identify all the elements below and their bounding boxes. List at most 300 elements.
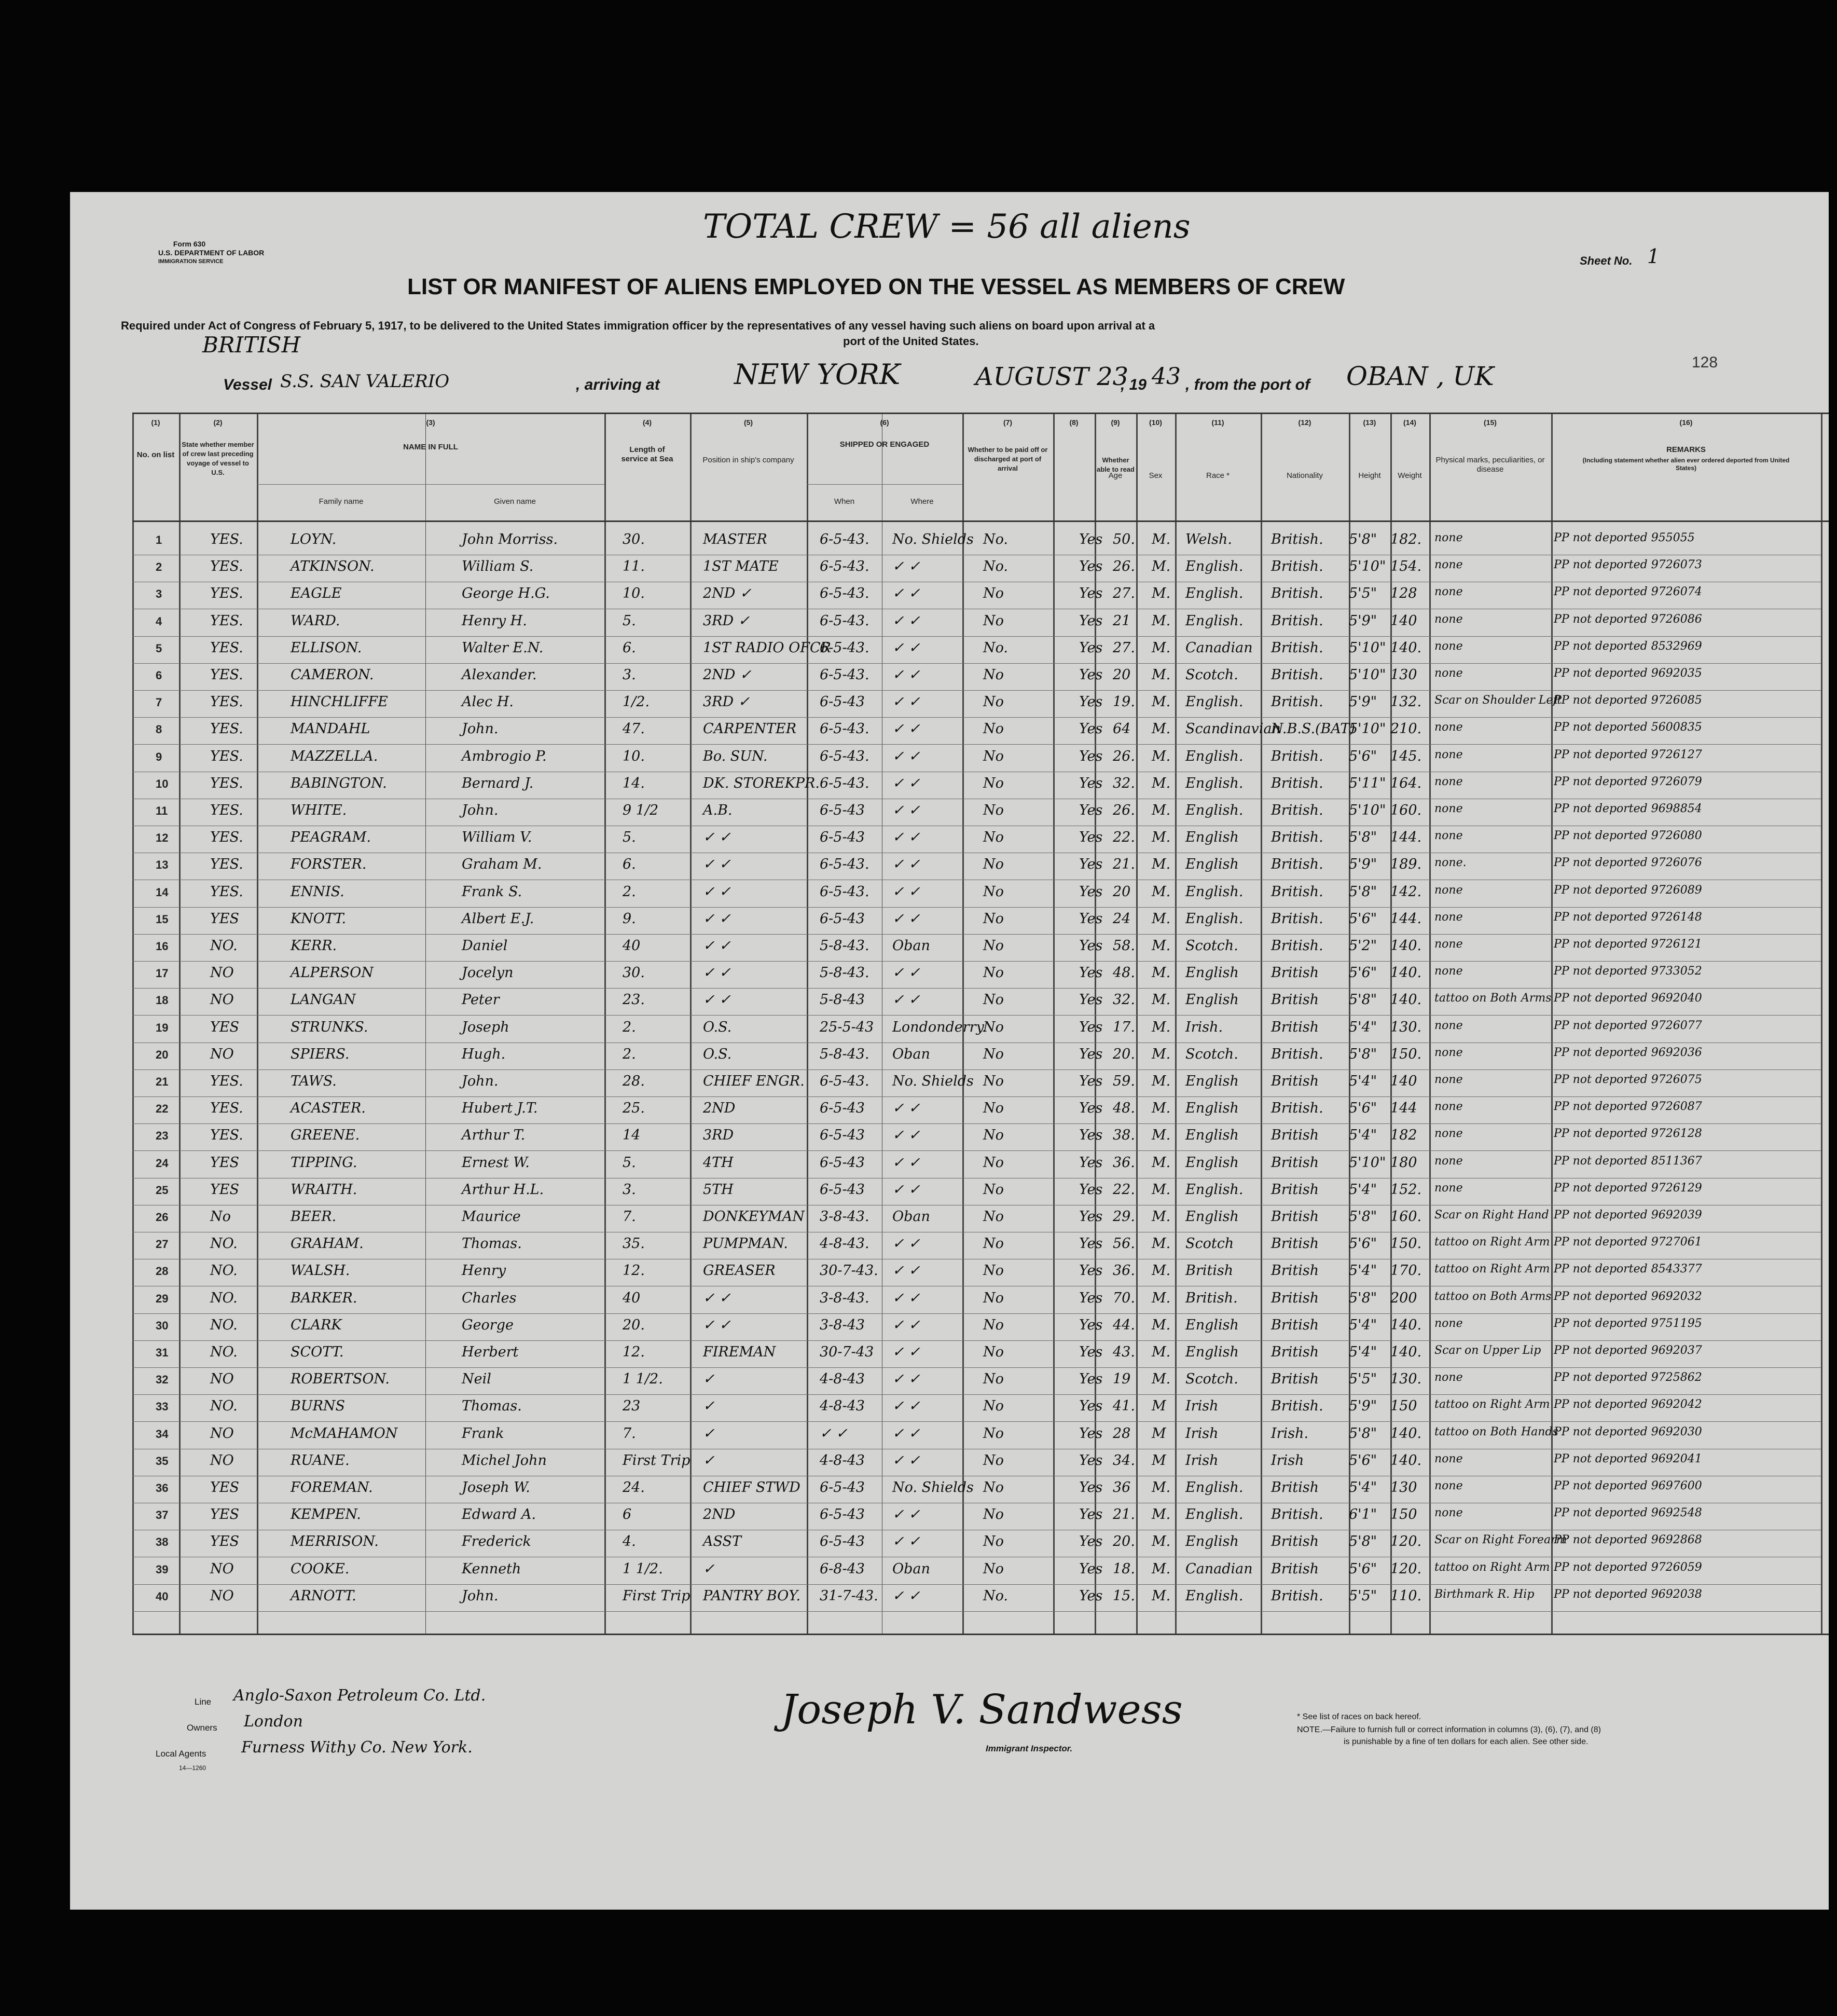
col-num: (10): [1149, 418, 1162, 427]
cell-rem: PP not deported 9726073: [1554, 558, 1702, 572]
cell-where: ✓ ✓: [892, 992, 920, 1008]
cell-family: KERR.: [291, 938, 337, 954]
cell-nat: British: [1271, 1533, 1319, 1550]
cell-read: Yes: [1079, 1344, 1103, 1360]
col-num: (14): [1403, 418, 1416, 427]
cell-prev: YES.: [210, 1073, 243, 1089]
cell-race: English: [1185, 992, 1239, 1008]
cell-age: 20: [1113, 667, 1131, 683]
cell-where: ✓ ✓: [892, 667, 920, 683]
cell-nat: British.: [1271, 531, 1323, 547]
cell-paid: No: [983, 612, 1004, 629]
cell-when: 6-5-43: [820, 694, 865, 710]
cell-family: MAZZELLA.: [291, 748, 378, 764]
cell-age: 32.: [1113, 775, 1135, 791]
row-number: 7: [156, 696, 162, 709]
cell-when: 4-8-43.: [820, 1236, 869, 1252]
cell-phys: none: [1434, 1046, 1463, 1059]
cell-given: Frank S.: [462, 883, 522, 900]
cell-paid: No: [983, 694, 1004, 710]
cell-race: English.: [1185, 1181, 1244, 1198]
cell-read: Yes: [1079, 748, 1103, 764]
hdr-weight: Weight: [1398, 471, 1422, 480]
cell-prev: YES: [210, 1506, 240, 1523]
cell-wt: 144.: [1390, 910, 1422, 927]
cell-read: Yes: [1079, 992, 1103, 1008]
vessel-name: S.S. SAN VALERIO: [280, 371, 450, 392]
cell-race: Welsh.: [1185, 531, 1232, 547]
table-row: [132, 962, 1824, 988]
from-port: OBAN , UK: [1346, 361, 1494, 391]
cell-read: Yes: [1079, 856, 1103, 873]
cell-race: British: [1185, 1263, 1234, 1279]
cell-rem: PP not deported 8511367: [1554, 1154, 1702, 1168]
col-num: (3): [426, 418, 435, 427]
row-number: 33: [156, 1400, 169, 1414]
cell-nat: Irish.: [1271, 1425, 1309, 1442]
cell-paid: No: [983, 1344, 1004, 1360]
cell-sex: M.: [1152, 1371, 1171, 1388]
cell-read: Yes: [1079, 775, 1103, 791]
cell-len: 9.: [623, 910, 636, 927]
cell-nat: British.: [1271, 802, 1323, 818]
cell-len: 30.: [623, 965, 645, 981]
cell-race: Scotch.: [1185, 1371, 1238, 1388]
cell-sex: M.: [1152, 558, 1171, 575]
cell-pos: ✓ ✓: [703, 1316, 731, 1333]
cell-read: Yes: [1079, 721, 1103, 737]
cell-read: Yes: [1079, 639, 1103, 656]
cell-len: 30.: [623, 531, 645, 547]
cell-where: ✓ ✓: [892, 1290, 920, 1306]
cell-rem: PP not deported 9726085: [1554, 694, 1702, 707]
cell-family: TAWS.: [291, 1073, 337, 1089]
cell-ht: 5'10": [1349, 558, 1386, 575]
cell-race: English.: [1185, 910, 1244, 927]
table-row: [132, 772, 1824, 799]
cell-read: Yes: [1079, 1019, 1103, 1035]
cell-len: 5.: [623, 829, 636, 846]
cell-pos: CHIEF ENGR.: [703, 1073, 805, 1089]
cell-age: 48.: [1113, 1100, 1135, 1117]
cell-prev: NO.: [210, 1398, 238, 1415]
cell-age: 20.: [1113, 1533, 1135, 1550]
row-number: 34: [156, 1427, 169, 1441]
cell-given: Albert E.J.: [462, 910, 534, 927]
cell-prev: YES: [210, 1479, 240, 1496]
cell-sex: M.: [1152, 965, 1171, 981]
cell-len: 4.: [623, 1533, 636, 1550]
cell-ht: 5'8": [1349, 992, 1377, 1008]
cell-rem: PP not deported 8543377: [1554, 1263, 1702, 1276]
arriving-port: NEW YORK: [734, 358, 901, 391]
cell-phys: Scar on Right Forearm: [1434, 1533, 1567, 1547]
cell-rem: PP not deported 9726148: [1554, 910, 1702, 924]
cell-race: Scandinavian: [1185, 721, 1281, 737]
table-row: [132, 637, 1824, 663]
cell-given: Peter: [462, 992, 500, 1008]
cell-wt: 150: [1390, 1398, 1417, 1415]
cell-phys: Scar on Right Hand: [1434, 1209, 1549, 1222]
hdr-when: When: [834, 497, 855, 506]
cell-sex: M.: [1152, 802, 1171, 818]
cell-given: Joseph W.: [462, 1479, 530, 1496]
table-row: [132, 1585, 1824, 1611]
cell-given: Bernard J.: [462, 775, 534, 791]
cell-pos: ✓: [703, 1425, 715, 1442]
cell-prev: NO: [210, 1452, 234, 1469]
cell-race: Irish: [1185, 1398, 1219, 1415]
cell-read: Yes: [1079, 1533, 1103, 1550]
cell-ht: 5'4": [1349, 1019, 1377, 1035]
table-row: [132, 1503, 1824, 1530]
row-number: 6: [156, 669, 162, 682]
cell-phys: tattoo on Right Arm: [1434, 1263, 1550, 1276]
cell-read: Yes: [1079, 829, 1103, 846]
cell-where: Londonderry.: [892, 1019, 987, 1035]
cell-wt: 154.: [1390, 558, 1422, 575]
cell-where: ✓ ✓: [892, 883, 920, 900]
col-num: (16): [1679, 418, 1693, 427]
col-num: (1): [151, 418, 160, 427]
cell-rem: PP not deported 9692036: [1554, 1046, 1702, 1059]
cell-phys: none: [1434, 829, 1463, 843]
cell-pos: ✓ ✓: [703, 856, 731, 873]
cell-wt: 140.: [1390, 1452, 1422, 1469]
cell-wt: 182.: [1390, 531, 1422, 547]
cell-rem: PP not deported 9692030: [1554, 1425, 1702, 1438]
cell-age: 48.: [1113, 965, 1135, 981]
cell-paid: No: [983, 1506, 1004, 1523]
cell-nat: British: [1271, 1154, 1319, 1171]
table-row: [132, 691, 1824, 717]
cell-phys: none: [1434, 748, 1463, 761]
cell-age: 15.: [1113, 1587, 1135, 1604]
cell-nat: British.: [1271, 667, 1323, 683]
cell-len: 40: [623, 1290, 641, 1306]
cell-prev: YES.: [210, 748, 243, 764]
cell-given: Alexander.: [462, 667, 537, 683]
cell-family: HINCHLIFFE: [291, 694, 388, 710]
col-num: (9): [1111, 418, 1120, 427]
cell-rem: PP not deported 9751195: [1554, 1316, 1702, 1330]
cell-rem: PP not deported 9726128: [1554, 1127, 1702, 1141]
cell-nat: British: [1271, 1316, 1319, 1333]
cell-wt: 140: [1390, 612, 1417, 629]
cell-len: 6.: [623, 856, 636, 873]
cell-age: 70.: [1113, 1290, 1135, 1306]
cell-nat: British: [1271, 992, 1319, 1008]
cell-family: WHITE.: [291, 802, 347, 818]
cell-where: Oban: [892, 938, 930, 954]
subtitle-line-2: port of the United States.: [843, 335, 979, 348]
cell-rem: PP not deported 9726087: [1554, 1100, 1702, 1114]
table-row: [132, 1259, 1824, 1286]
cell-where: ✓ ✓: [892, 585, 920, 602]
cell-rem: PP not deported 9726076: [1554, 856, 1702, 870]
cell-when: 6-5-43: [820, 1479, 865, 1496]
cell-len: 20.: [623, 1316, 645, 1333]
cell-len: 3.: [623, 1181, 636, 1198]
cell-rem: PP not deported 9692035: [1554, 667, 1702, 680]
row-number: 37: [156, 1508, 169, 1522]
cell-paid: No: [983, 721, 1004, 737]
table-row: [132, 935, 1824, 961]
cell-pos: A.B.: [703, 802, 733, 818]
cell-prev: NO: [210, 992, 234, 1008]
cell-len: 9 1/2: [623, 802, 659, 818]
cell-when: 3-8-43.: [820, 1290, 869, 1306]
cell-family: MANDAHL: [291, 721, 370, 737]
cell-wt: 145.: [1390, 748, 1422, 764]
cell-prev: YES.: [210, 1100, 243, 1117]
cell-family: ALPERSON: [291, 965, 374, 981]
hdr-state-member: State whether member of crew last preceding voyage of vessel to U.S.: [182, 441, 254, 476]
cell-prev: YES.: [210, 531, 243, 547]
table-row: [132, 908, 1824, 934]
cell-race: English.: [1185, 612, 1244, 629]
row-number: 14: [156, 885, 169, 899]
cell-sex: M.: [1152, 531, 1171, 547]
cell-race: English: [1185, 1073, 1239, 1089]
row-number: 30: [156, 1319, 169, 1332]
cell-read: Yes: [1079, 667, 1103, 683]
cell-phys: none: [1434, 1479, 1463, 1492]
table-row: [132, 1205, 1824, 1232]
cell-given: Frank: [462, 1425, 504, 1442]
cell-len: 47.: [623, 721, 645, 737]
cell-when: 6-5-43.: [820, 585, 869, 602]
cell-paid: No: [983, 802, 1004, 818]
cell-rem: PP not deported 9692039: [1554, 1209, 1702, 1222]
cell-read: Yes: [1079, 1587, 1103, 1604]
cell-where: Oban: [892, 1560, 930, 1577]
cell-rem: PP not deported 9698854: [1554, 802, 1702, 815]
cell-race: Irish: [1185, 1452, 1219, 1469]
cell-read: Yes: [1079, 1154, 1103, 1171]
cell-age: 59.: [1113, 1073, 1135, 1089]
cell-family: ACASTER.: [291, 1100, 366, 1117]
table-row: [132, 1151, 1824, 1178]
cell-prev: YES.: [210, 883, 243, 900]
cell-when: 30-7-43: [820, 1344, 874, 1360]
row-number: 26: [156, 1211, 169, 1224]
cell-ht: 6'1": [1349, 1506, 1377, 1523]
cell-len: 5.: [623, 612, 636, 629]
row-number: 10: [156, 777, 169, 790]
cell-pos: ✓ ✓: [703, 829, 731, 846]
cell-read: Yes: [1079, 1371, 1103, 1388]
table-row: [132, 1070, 1824, 1096]
crew-table: [132, 413, 1829, 1635]
cell-wt: 130.: [1390, 1371, 1422, 1388]
cell-given: Joseph: [462, 1019, 509, 1035]
cell-when: 6-8-43: [820, 1560, 865, 1577]
cell-wt: 140.: [1390, 1425, 1422, 1442]
cell-given: Walter E.N.: [462, 639, 544, 656]
cell-pos: 3RD ✓: [703, 612, 750, 629]
hdr-sex: Sex: [1149, 471, 1163, 480]
cell-sex: M: [1152, 1425, 1166, 1442]
cell-when: 3-8-43.: [820, 1209, 869, 1225]
cell-prev: NO: [210, 1425, 234, 1442]
cell-rem: PP not deported 9692038: [1554, 1587, 1702, 1601]
cell-wt: 140.: [1390, 1316, 1422, 1333]
cell-phys: none: [1434, 965, 1463, 978]
cell-wt: 120.: [1390, 1533, 1422, 1550]
cell-race: English: [1185, 1100, 1239, 1117]
cell-len: 1 1/2.: [623, 1560, 663, 1577]
cell-nat: British: [1271, 1209, 1319, 1225]
cell-given: John.: [462, 721, 499, 737]
cell-sex: M.: [1152, 1181, 1171, 1198]
cell-sex: M: [1152, 1398, 1166, 1415]
service-label: IMMIGRATION SERVICE: [158, 258, 224, 265]
hdr-length-service: Length of service at Sea: [621, 445, 673, 463]
cell-race: English.: [1185, 694, 1244, 710]
cell-sex: M.: [1152, 1073, 1171, 1089]
cell-nat: British: [1271, 1073, 1319, 1089]
hdr-position: Position in ship's company: [702, 456, 794, 464]
cell-nat: British: [1271, 965, 1319, 981]
cell-race: English: [1185, 1154, 1239, 1171]
cell-rem: PP not deported 9726127: [1554, 748, 1702, 761]
cell-race: English.: [1185, 802, 1244, 818]
cell-ht: 5'10": [1349, 1154, 1386, 1171]
cell-paid: No: [983, 1398, 1004, 1415]
cell-pos: 5TH: [703, 1181, 734, 1198]
cell-given: William S.: [462, 558, 534, 575]
races-note: * See list of races on back hereof.: [1297, 1712, 1421, 1721]
cell-family: McMAHAMON: [291, 1425, 398, 1442]
table-row: [132, 853, 1824, 880]
cell-phys: none: [1434, 1316, 1463, 1330]
cell-age: 29.: [1113, 1209, 1135, 1225]
cell-rem: PP not deported 9692042: [1554, 1398, 1702, 1411]
cell-rem: PP not deported 9692548: [1554, 1506, 1702, 1520]
cell-ht: 5'6": [1349, 1452, 1377, 1469]
cell-prev: YES: [210, 1181, 240, 1198]
cell-family: LOYN.: [291, 531, 337, 547]
cell-phys: tattoo on Both Hands: [1434, 1425, 1558, 1438]
row-number: 13: [156, 858, 169, 872]
cell-paid: No: [983, 1560, 1004, 1577]
cell-given: Michel John: [462, 1452, 547, 1469]
row-number: 20: [156, 1048, 169, 1061]
cell-rem: PP not deported 9726074: [1554, 585, 1702, 599]
cell-prev: YES.: [210, 721, 243, 737]
cell-nat: N.B.S.(BAT): [1271, 721, 1355, 737]
cell-prev: YES.: [210, 775, 243, 791]
row-number: 35: [156, 1454, 169, 1468]
hdr-remarks-sub: (Including statement whether alien ever ordered deported from United States): [1582, 457, 1790, 472]
cell-ht: 5'8": [1349, 829, 1377, 846]
cell-where: ✓ ✓: [892, 1506, 920, 1523]
cell-read: Yes: [1079, 585, 1103, 602]
cell-race: Scotch.: [1185, 938, 1238, 954]
cell-race: English.: [1185, 1506, 1244, 1523]
table-row: [132, 610, 1824, 636]
cell-age: 36: [1113, 1479, 1131, 1496]
cell-age: 19.: [1113, 694, 1135, 710]
cell-age: 21.: [1113, 856, 1135, 873]
cell-pos: PUMPMAN.: [703, 1236, 788, 1252]
row-number: 3: [156, 587, 162, 601]
cell-phys: none: [1434, 1452, 1463, 1465]
cell-read: Yes: [1079, 1479, 1103, 1496]
cell-race: English.: [1185, 748, 1244, 764]
cell-given: John.: [462, 1587, 499, 1604]
cell-family: BABINGTON.: [291, 775, 387, 791]
cell-given: Thomas.: [462, 1236, 522, 1252]
cell-wt: 140.: [1390, 639, 1422, 656]
cell-wt: 200: [1390, 1290, 1417, 1306]
cell-race: English.: [1185, 1479, 1244, 1496]
cell-len: 14: [623, 1127, 641, 1144]
cell-read: Yes: [1079, 1425, 1103, 1442]
department-label: U.S. DEPARTMENT OF LABOR: [158, 249, 265, 257]
cell-sex: M.: [1152, 1506, 1171, 1523]
cell-nat: British.: [1271, 938, 1323, 954]
table-row: [132, 664, 1824, 690]
cell-when: 6-5-43: [820, 1506, 865, 1523]
cell-ht: 5'6": [1349, 1560, 1377, 1577]
cell-prev: YES.: [210, 612, 243, 629]
cell-len: 40: [623, 938, 641, 954]
cell-pos: 2ND ✓: [703, 667, 752, 683]
cell-when: 5-8-43.: [820, 938, 869, 954]
table-row: [132, 1314, 1824, 1340]
cell-age: 26.: [1113, 748, 1135, 764]
cell-given: Maurice: [462, 1209, 521, 1225]
table-row: [132, 1043, 1824, 1069]
from-label: , from the port of: [1185, 376, 1310, 393]
cell-pos: 2ND: [703, 1506, 736, 1523]
cell-len: First Trip: [623, 1587, 690, 1604]
cell-ht: 5'10": [1349, 721, 1386, 737]
col-num: (6): [880, 418, 889, 427]
cell-wt: 142.: [1390, 883, 1422, 900]
cell-sex: M.: [1152, 748, 1171, 764]
cell-when: 4-8-43: [820, 1398, 865, 1415]
cell-read: Yes: [1079, 1398, 1103, 1415]
cell-ht: 5'6": [1349, 910, 1377, 927]
cell-where: ✓ ✓: [892, 1100, 920, 1117]
cell-pos: 3RD ✓: [703, 694, 750, 710]
cell-nat: Irish: [1271, 1452, 1304, 1469]
cell-race: English: [1185, 965, 1239, 981]
cell-prev: YES.: [210, 802, 243, 818]
cell-paid: No: [983, 1100, 1004, 1117]
cell-nat: British: [1271, 1127, 1319, 1144]
cell-phys: none: [1434, 667, 1463, 680]
cell-given: Daniel: [462, 938, 508, 954]
cell-phys: none: [1434, 585, 1463, 599]
cell-wt: 140.: [1390, 965, 1422, 981]
cell-read: Yes: [1079, 1560, 1103, 1577]
cell-age: 38.: [1113, 1127, 1135, 1144]
cell-nat: British.: [1271, 1398, 1323, 1415]
hdr-race: Race *: [1206, 471, 1230, 480]
cell-where: ✓ ✓: [892, 856, 920, 873]
cell-when: 6-5-43.: [820, 558, 869, 575]
cell-prev: YES.: [210, 639, 243, 656]
table-row: [132, 582, 1824, 609]
table-row: [132, 1341, 1824, 1367]
col-num: (12): [1298, 418, 1311, 427]
cell-paid: No: [983, 1425, 1004, 1442]
cell-paid: No: [983, 1236, 1004, 1252]
